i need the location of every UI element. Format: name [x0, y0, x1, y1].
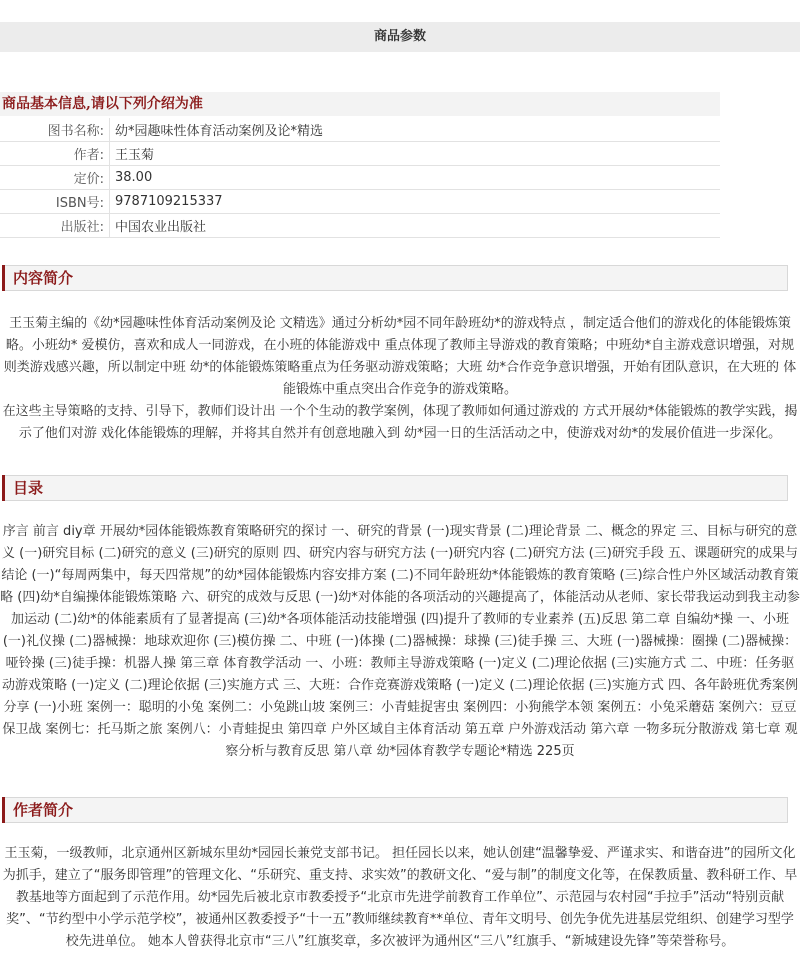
- info-row-isbn: [0, 190, 720, 214]
- intro-paragraph: 王玉菊主编的《幼*园趣味性体育活动案例及论 文精选》通过分析幼*园不同年龄班幼*的游戏特点 ，制定适合他们的游戏化的体能锻炼策略。小班幼* 爱模仿，喜欢和成人一同游戏，在小班的体能游戏中 重点体现了教师主导游戏的教育策略；中班幼*自主游戏意识增强，对规则类游戏感兴趣，所以制定中班 幼*的体能锻炼策略重点为任务驱动游戏策略；大班 幼*合作竞争意识增强，开始有团队意识，在大班的 体能锻炼中重点突出合作竞争的游戏策略。: [3, 316, 797, 397]
- info-row-title: [0, 118, 720, 142]
- section-accent-bar: [2, 265, 5, 291]
- intro-body: [0, 313, 800, 445]
- intro-paragraph: 在这些主导策略的支持、引导下，教师们设计出 一个个生动的教学案例，体现了教师如何通过游戏的 方式开展幼*体能锻炼的教学实践，揭示了他们对游 戏化体能锻炼的理解，并将其自然并有创意地融入到 幼*园一日的生活活动之中，使游戏对幼*的发展价值进一步深化。: [2, 404, 798, 441]
- info-value: 中国农业出版社: [110, 214, 721, 238]
- toc-section-title: 目录: [13, 479, 44, 497]
- info-row-price: [0, 166, 720, 190]
- basic-info-heading: 商品基本信息,请以下列介绍为准: [0, 92, 720, 116]
- toc-section-header: [2, 475, 788, 501]
- info-row-publisher: [0, 214, 720, 238]
- toc-text: 序言 前言 diy章 开展幼*园体能锻炼教育策略研究的探讨 一、研究的背景 (一)现实背景 (二)理论背景 二、概念的界定 三、目标与研究的意义 (一)研究目标 (二)研究的意义 (三)研究的原则 四、研究内容与研究方法 (一)研究内容 (二)研究方法 (三)研究手段 五、课题研究的成果与结论 (一)“每周两集中，每天四常规”的幼*园体能锻炼内容安排方案 (二)不同年龄班幼*体能锻炼的教育策略 (三)综合性户外区域活动教育策略 (四)幼*自编操体能锻炼策略 六、研究的成效与反思 (一)幼*对体能的各项活动的兴趣提高了，体能活动从老师、家长带我运动到我主动参加运动 (二)幼*的体能素质有了显著提高 (三)幼*各项体能活动技能增强 (四)提升了教师的专业素养 (五)反思 第二章 自编幼*操 一、小班 (一)礼仪操 (二)器械操：地球欢迎你 (三)模仿操 二、中班 (一)体操 (二)器械操：球操 (三)徒手操 三、大班 (一)器械操：圈操 (二)器械操：哑铃操 (三)徒手操：机器人操 第三章 体育教学活动 一、小班：教师主导游戏策略 (一)定义 (二)理论依据 (三)实施方式 二、中班：任务驱动游戏策略 (一)定义 (二)理论依据 (三)实施方式 三、大班：合作竞赛游戏策略 (一)定义 (二)理论依据 (三)实施方式 四、各年龄班优秀案例分享 (一)小班 案例一：聪明的小兔 案例二：小兔跳山坡 案例三：小青蛙捉害虫 案例四：小狗熊学本领 案例五：小兔采蘑菇 案例六：豆豆保卫战 案例七：托马斯之旅 案例八：小青蛙捉虫 第四章 户外区域自主体育活动 第五章 户外游戏活动 第六章 一物多玩分散游戏 第七章 观察分析与教育反思 第八章 幼*园体育教学专题论*精选 225页: [0, 524, 800, 759]
- section-accent-bar: [2, 475, 5, 501]
- info-value: 幼*园趣味性体育活动案例及论*精选: [110, 118, 721, 142]
- author-body: [0, 843, 800, 953]
- basic-info-table: [0, 118, 720, 238]
- toc-body: [0, 521, 800, 763]
- author-section-title: 作者简介: [13, 801, 74, 819]
- info-row-author: [0, 142, 720, 166]
- info-value: 38.00: [110, 166, 721, 190]
- info-label: 定价:: [0, 166, 110, 190]
- product-params-title: 商品参数: [373, 29, 426, 44]
- intro-section-title: 内容简介: [13, 269, 74, 287]
- info-label: 作者:: [0, 142, 110, 166]
- author-text: 王玉菊，一级教师，北京通州区新城东里幼*园园长兼党支部书记。 担任园长以来，她认创建“温馨挚爱、严谨求实、和谐奋进”的园所文化为抓手，建立了“服务即管理”的管理文化、“乐研究、重支持、求实效”的教研文化、“爱与制”的制度文化等，在保教质量、教科研工作、早教基地等方面起到了示范作用。幼*园先后被北京市教委授予“北京市先进学前教育工作单位”、示范园与农村园“手拉手”活动“特别贡献奖”、“节约型中小学示范学校”，被通州区教委授予“十一五”教师继续教育**单位、青年文明号、创先争优先进基层党组织、创建学习型学校先进单位。 她本人曾获得北京市“三八”红旗奖章，多次被评为通州区“三八”红旗手、“新城建设先锋”等荣誉称号。: [2, 846, 798, 949]
- author-section-header: [2, 797, 788, 823]
- info-label: 图书名称:: [0, 118, 110, 142]
- section-accent-bar: [2, 797, 5, 823]
- intro-section-header: [2, 265, 788, 291]
- info-label: ISBN号:: [0, 190, 110, 214]
- info-label: 出版社:: [0, 214, 110, 238]
- info-value: 9787109215337: [110, 190, 721, 214]
- info-value: 王玉菊: [110, 142, 721, 166]
- product-params-header: [0, 22, 800, 52]
